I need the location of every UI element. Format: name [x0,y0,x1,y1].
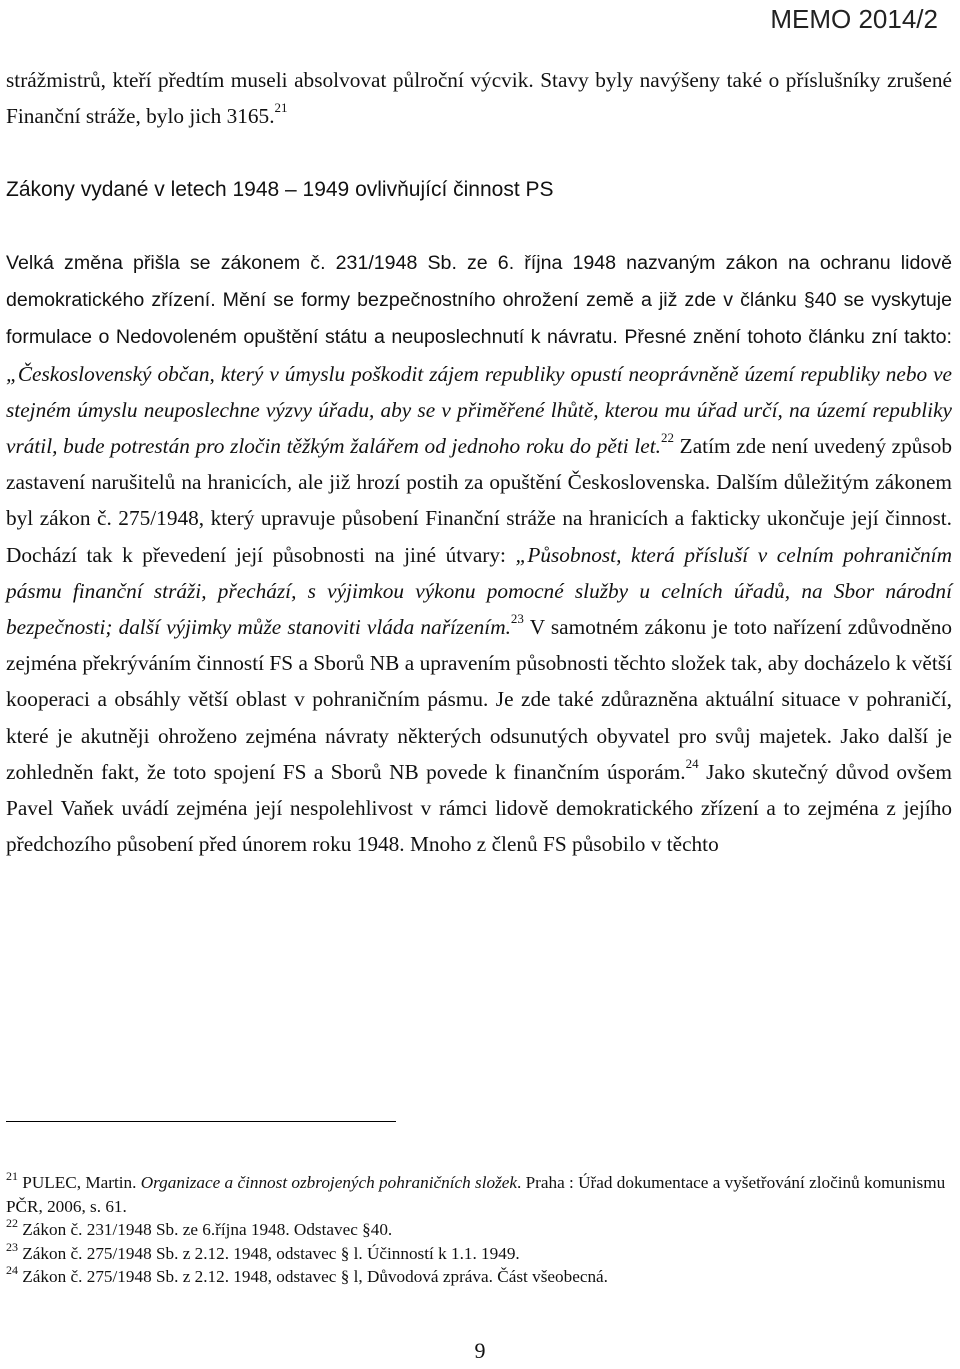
footnote-number: 22 [6,1216,18,1231]
main-sentence-1: Velká změna přišla se zákonem č. 231/1948 Sb. ze 6. října 1948 nazvaným zákon na ochranu lidově demokratického zřízení. [6,252,952,312]
page-number: 9 [474,1338,486,1363]
footnote-number: 23 [6,1239,18,1254]
footnote-text: Zákon č. 275/1948 Sb. z 2.12. 1948, odstavec § l, Důvodová zpráva. Část všeobecná. [18,1267,608,1286]
footnote-separator [6,1121,396,1122]
paragraph-main [6,244,952,862]
law-quote-1: „Československý občan, který v úmyslu poškodit zájem republiky opustí neoprávněně území republiky nebo ve stejném úmyslu neuposlechne výzvy úřadu, aby se v přiměřené lhůtě, kterou mu úřad určí, na území republiky vrátil, bude potrestán pro zločin těžkým žalářem od jednoho roku do pěti let. [6,361,952,459]
main-sentence-5: Jako skutečný důvod ovšem Pavel Vaňek uvádí zejména její nespolehlivost v rámci lidově demokratického zřízení a to zejména z jejího předchozího působení před únorem roku 1948. Mnoho z členů FS působilo v těchto [6,759,952,857]
footnote-24 [6,1265,952,1289]
main-sentence-2: Mění se formy bezpečnostního ohrožení země a již zde v článku §40 se vyskytuje formulace o Nedovoleném opuštění státu a neuposlechnutí k návratu. Přesné znění tohoto článku zní takto: [6,289,952,349]
footnote-ref-23: 23 [510,610,524,626]
main-sentence-3: Zatím zde není uvedený způsob zastavení narušitelů na hranicích, ale již hrozí postih za opuštění Československa. Dalším důležitým zákonem byl zákon č. 275/1948, který upravuje působení Finanční stráže na hranicích a fakticky ukončuje její činnost. Dochází tak k převedení její působnosti na jiné útvary: [6,434,952,567]
footnote-text: . Praha : Úřad dokumentace a vyšetřování zločinů komunismu PČR, 2006, s. 61. [6,1173,946,1216]
footnote-ref-22: 22 [661,429,674,445]
paragraph-intro-text: strážmistrů, kteří předtím museli absolvovat půlroční výcvik. Stavy byly navýšeny také o příslušníky zrušené Finanční stráže, bylo jich 3165. [6,68,952,129]
footnote-text: Zákon č. 231/1948 Sb. ze 6.října 1948. Odstavec §40. [18,1220,393,1239]
page-header: MEMO 2014/2 [770,4,938,34]
footnote-number: 24 [6,1263,18,1278]
footnotes [6,1171,952,1289]
footnote-ref-24: 24 [685,755,699,771]
main-sentence-4: V samotném zákonu je toto nařízení zdůvodněno zejména překrýváním činností FS a Sborů NB a upravením působnosti těchto složek tak, aby docházelo k větší kooperaci a obsáhly větší oblast v pohraničním pásmu. Je zde také zdůrazněna aktuální situace v pohraničí, které je akutněji ohroženo zejména návraty některých odsunutých obyvatel pro svůj majetek. Jako další je zohledněn fakt, že toto spojení FS a Sborů NB povede k finančním úsporám. [6,615,952,784]
footnote-text: PULEC, Martin. [18,1173,141,1192]
footnote-ref-21: 21 [274,100,288,116]
footnote-title: Organizace a činnost ozbrojených pohraničních složek [140,1173,518,1192]
law-quote-2: „Působnost, která přísluší v celním pohraničním pásmu finanční stráži, přechází, s výjimkou výkonu pomocné služby u celních úřadů, na Sbor národní bezpečnosti; další výjimky může stanoviti vláda nařízením. [6,542,952,640]
footnote-21 [6,1171,952,1218]
footnote-22 [6,1218,952,1242]
footnote-text: Zákon č. 275/1948 Sb. z 2.12. 1948, odstavec § l. Účinností k 1.1. 1949. [18,1243,520,1263]
section-heading: Zákony vydané v letech 1948 – 1949 ovlivňující činnost PS [6,178,554,201]
paragraph-intro [6,62,952,134]
footnote-number: 21 [6,1169,18,1184]
footnote-23 [6,1239,952,1266]
